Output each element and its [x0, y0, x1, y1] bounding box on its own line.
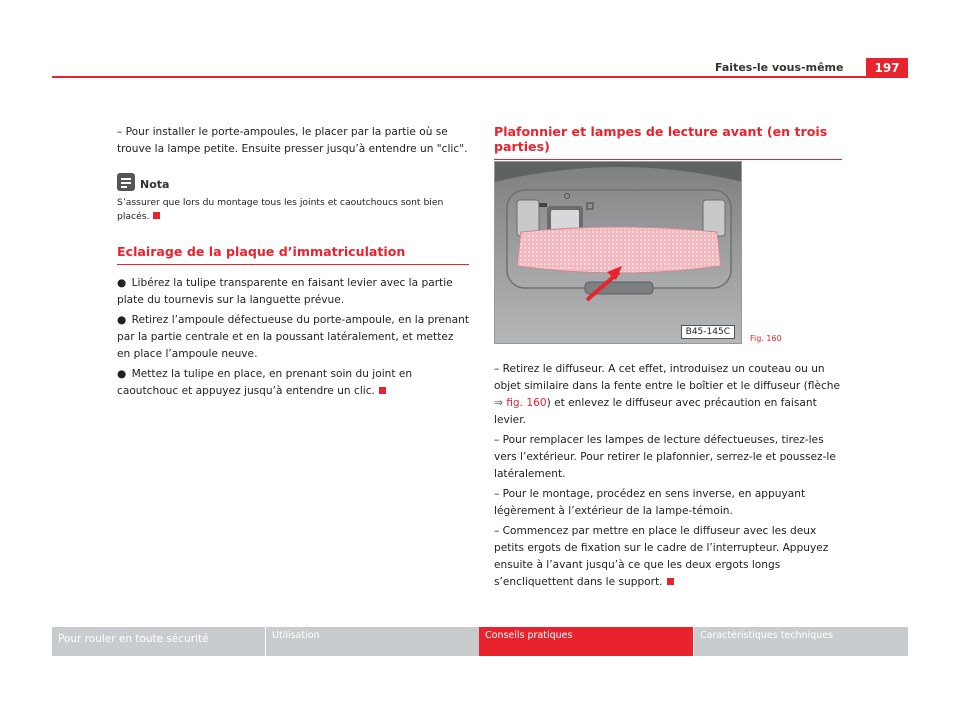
page-number: 197 — [866, 58, 908, 78]
note-icon — [117, 173, 135, 191]
bullet-icon: ● — [117, 277, 127, 289]
arrow-right-icon: ⇒ — [494, 397, 503, 409]
list-item: ● Retirez l’ampoule défectueuse du porte-ampoule, en la prenant par la partie centrale et en la poussant latéralement, et mettez en place l’ampoule neuve. — [117, 314, 470, 360]
section-rule — [494, 159, 842, 160]
list-item: ● Libérez la tulipe transparente en faisant levier avec la partie plate du tournevis sur la languette prévue. — [117, 277, 453, 306]
section-rule — [117, 264, 469, 265]
nota-text: S’assurer que lors du montage tous les joints et caoutchoucs sont bien placés. — [117, 197, 444, 222]
tab-technical-data[interactable]: Caractéristiques techniques — [693, 627, 908, 656]
instruction-paragraph: – Pour remplacer les lampes de lecture défectueuses, tirez-les vers l’extérieur. Pour retirer le plafonnier, serrez-le et poussez-le latéralement. — [494, 434, 836, 480]
instruction-paragraph: – Pour le montage, procédez en sens inverse, en appuyant légèrement à l’extérieur de la lampe-témoin. — [494, 488, 806, 517]
section-title-license-plate: Eclairage de la plaque d’immatriculation — [117, 244, 406, 259]
bullet-icon: ● — [117, 314, 127, 326]
tab-practical-tips[interactable]: Conseils pratiques — [479, 627, 693, 656]
instruction-paragraph: – Commencez par mettre en place le diffuseur avec les deux petits ergots de fixation sur le cadre de l’interrupteur. Appuyez ensuite à l’avant jusqu’à ce que les deux ergots longs s’encliquettent dans le support. — [494, 525, 829, 588]
section-title-ceiling-light: Plafonnier et lampes de lecture avant (en trois parties) — [494, 124, 828, 154]
running-header-title: Faites-le vous-même — [715, 61, 844, 74]
end-marker — [153, 212, 160, 219]
figure-ceiling-light-photo — [494, 161, 742, 344]
list-item: ● Mettez la tulipe en place, en prenant soin du joint en caoutchouc et appuyez jusqu’à entendre un clic. — [117, 368, 413, 397]
end-marker — [379, 387, 386, 394]
right-column-heading — [494, 124, 846, 160]
left-column — [117, 124, 469, 403]
figure-code: B45-145C — [681, 325, 735, 339]
bullet-icon: ● — [117, 368, 127, 380]
figure-caption: Fig. 160 — [750, 334, 782, 343]
instruction-paragraph: – Retirez le diffuseur. A cet effet, introduisez un couteau ou un objet similaire dans la fente entre le boîtier et le diffuseur (flèche ⇒ fig. 160) et enlevez le diffuseur avec précaution en faisant levier. — [494, 363, 841, 426]
nota-label: Nota — [140, 178, 170, 191]
figure-link[interactable]: fig. 160 — [502, 397, 547, 409]
ceiling-light-illustration — [495, 162, 742, 344]
footer-nav — [52, 627, 908, 656]
end-marker — [667, 578, 674, 585]
tab-safety[interactable]: Pour rouler en toute sécurité — [52, 627, 265, 656]
tab-operation[interactable]: Utilisation — [265, 627, 479, 656]
nota-heading — [117, 171, 469, 191]
header-rule — [52, 76, 908, 78]
right-column-text — [494, 361, 846, 591]
intro-text: – Pour installer le porte-ampoules, le placer par la partie où se trouve la lampe petite. Ensuite presser jusqu’à entendre un "clic". — [117, 126, 468, 155]
